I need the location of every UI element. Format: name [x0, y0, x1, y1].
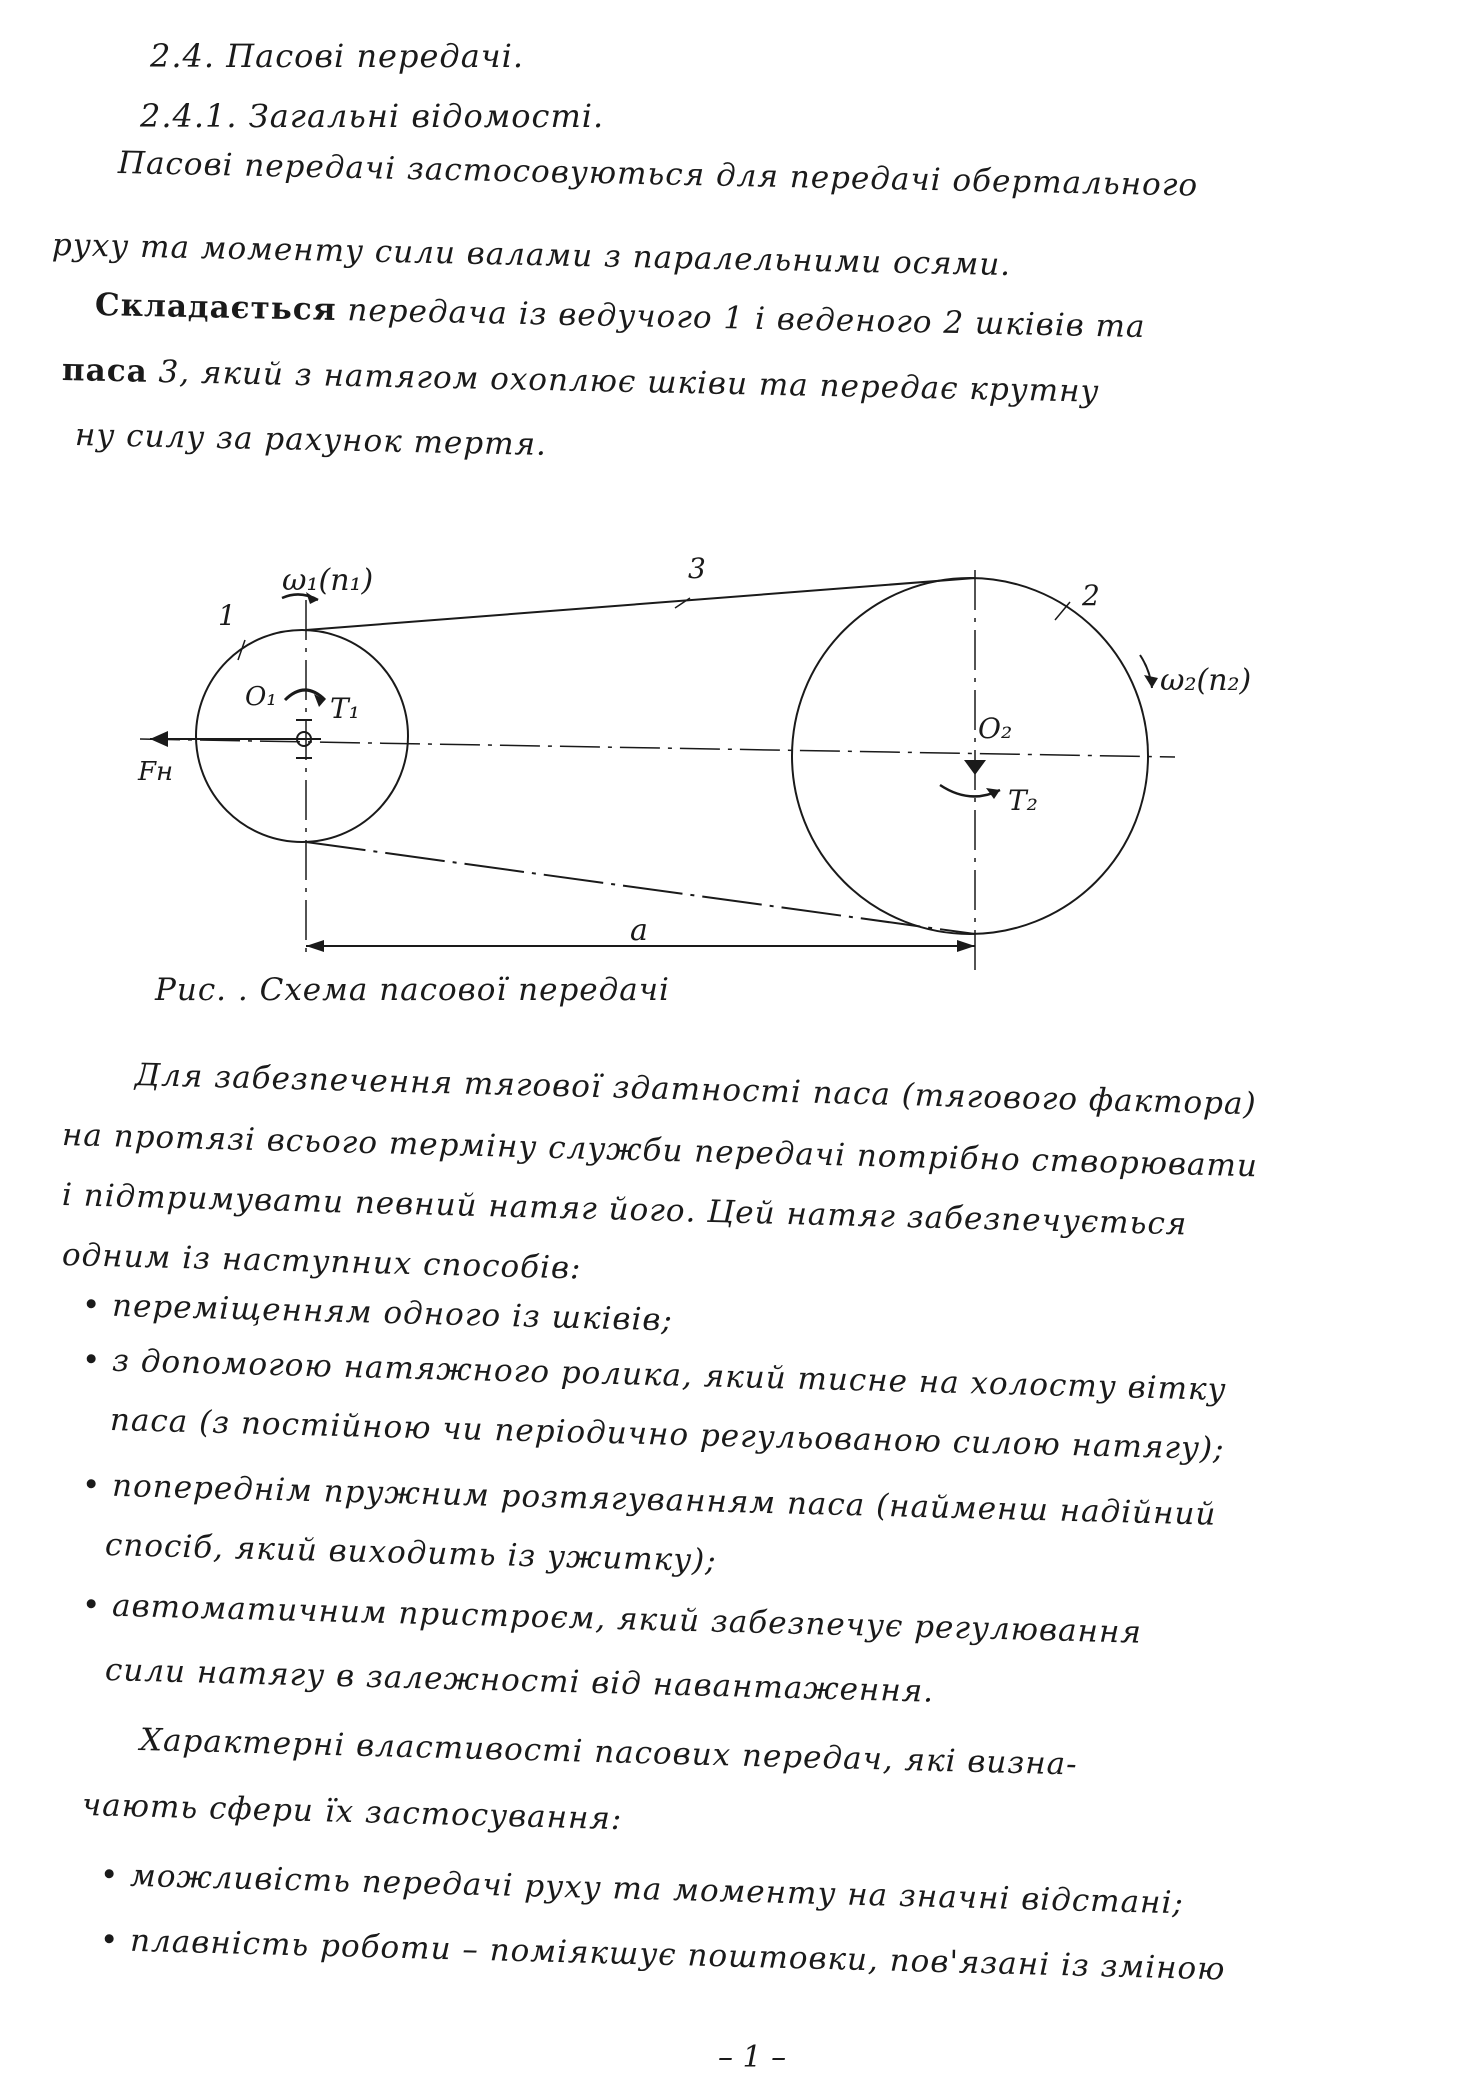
para2-line-2: на протязі всього терміну служби передачі потрібно створювати	[61, 1117, 1259, 1185]
dim-arrow-left	[306, 940, 324, 952]
force-FH-arrowhead	[150, 731, 168, 747]
label-distance-a: a	[630, 913, 648, 948]
intro-line-2: руху та моменту сили валами з паралельними осями.	[51, 227, 1012, 284]
label-pulley-1: 1	[218, 599, 236, 632]
centre-line	[140, 739, 1175, 757]
driving-pulley	[196, 630, 408, 842]
omega2-arrowhead	[1144, 675, 1158, 688]
leader-3	[675, 598, 690, 608]
driven-pulley	[792, 578, 1148, 934]
label-omega1: ω₁(n₁)	[282, 563, 374, 598]
intro-line-4-rest: 3, який з натягом охоплює шківи та передає крутну	[147, 353, 1100, 410]
para3-line-2: чають сфери їх застосування:	[81, 1787, 623, 1838]
intro-line-3-rest: передача із ведучого 1 і веденого 2 шківів та	[336, 292, 1146, 346]
method-item: • автоматичним пристроєм, який забезпечує регулювання	[81, 1587, 1143, 1651]
para3-line-1: Характерні властивості пасових передач, які визна-	[139, 1722, 1079, 1783]
intro-line-5: ну силу за рахунок тертя.	[74, 417, 548, 463]
property-item: • плавність роботи – поміякшує поштовки, пов'язані із зміною	[99, 1922, 1226, 1988]
label-T1: T₁	[330, 692, 360, 725]
para2-line-3: і підтримувати певний натяг його. Цей натяг забезпечується	[61, 1177, 1188, 1243]
subsection-heading: 2.4.1. Загальні відомості.	[140, 97, 605, 135]
label-O2: O₂	[978, 712, 1013, 745]
figure-caption: Рис. . Схема пасової передачі	[155, 972, 670, 1008]
method-item: сили натягу в залежності від навантаження.	[104, 1652, 935, 1710]
intro-bold-word-1: Складається	[94, 287, 337, 329]
intro-bold-word-2: паса	[61, 352, 149, 390]
section-heading: 2.4. Пасові передачі.	[150, 37, 525, 75]
label-belt-3: 3	[688, 552, 706, 585]
support-O2	[964, 760, 986, 775]
method-item: • попереднім пружним розтягуванням паса (найменш надійний	[81, 1467, 1217, 1533]
method-item: • з допомогою натяжного ролика, який тисне на холосту вітку	[81, 1342, 1227, 1408]
page-number: – 1 –	[718, 2040, 787, 2075]
para2-line-1: Для забезпечення тягової здатності паса (тягового фактора)	[134, 1057, 1258, 1123]
intro-line-1: Пасові передачі застосовуються для передачі обертального	[117, 145, 1199, 204]
belt-upper-branch	[306, 578, 975, 630]
dim-arrow-right	[957, 940, 975, 952]
label-T2: T₂	[1008, 784, 1038, 817]
para2-line-4: одним із наступних способів:	[61, 1237, 582, 1287]
method-item: спосіб, який виходить із ужитку);	[104, 1527, 718, 1580]
method-item: паса (з постійною чи періодично регульованою силою натягу);	[109, 1402, 1226, 1468]
property-item: • можливість передачі руху та моменту на значні відстані;	[99, 1857, 1185, 1922]
label-omega2: ω₂(n₂)	[1160, 663, 1252, 698]
label-O1: O₁	[245, 682, 277, 712]
label-pulley-2: 2	[1082, 579, 1100, 612]
label-FH: Fн	[138, 757, 174, 787]
method-item: • переміщенням одного із шківів;	[81, 1287, 674, 1339]
